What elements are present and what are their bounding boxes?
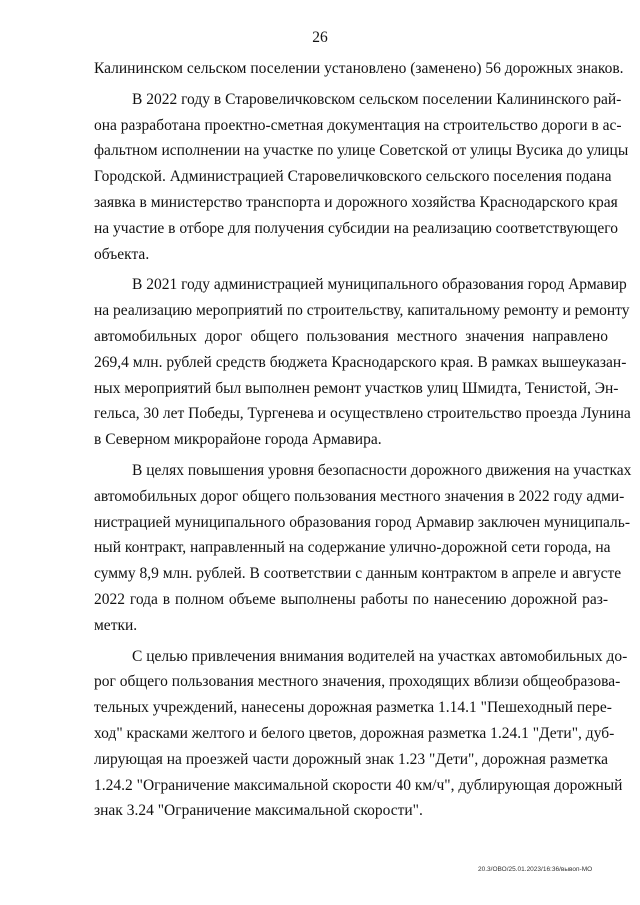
text-line: С целью привлечения внимания водителей на участках автомобильных до- [132, 647, 628, 665]
text-line: ный контракт, направленный на содержание улично-дорожной сети города, на [94, 539, 611, 557]
text-line: метки. [94, 616, 138, 634]
text-line: лирующая на проезжей части дорожный знак 1.23 "Дети", дорожная разметка [94, 750, 608, 768]
document-footer-code: 20.3/ОВО/25.01.2023/16:36/вывоп-МО [478, 866, 593, 873]
text-line: сумму 8,9 млн. рублей. В соответствии с данным контрактом в апреле и августе [94, 565, 622, 583]
text-line: В 2022 году в Старовеличковском сельском поселении Калининского рай- [132, 90, 622, 108]
text-line: 1.24.2 "Ограничение максимальной скорости 40 км/ч", дублирующая дорожный [94, 776, 623, 794]
text-line: тельных учреждений, нанесены дорожная разметка 1.14.1 "Пешеходный пере- [94, 699, 612, 717]
text-line: знак 3.24 "Ограничение максимальной скорости". [94, 802, 423, 820]
text-line: фальтном исполнении на участке по улице Советской от улицы Вусика до улицы [94, 142, 629, 160]
document-body [94, 56, 632, 824]
text-line: на участие в отборе для получения субсидии на реализацию соответствующего [94, 219, 618, 237]
text-line: В 2021 году администрацией муниципального образования город Армавир [132, 276, 627, 294]
text-line: ход" красками желтого и белого цветов, дорожная разметка 1.24.1 "Дети", дуб- [94, 724, 615, 742]
text-line: автомобильных дорог общего пользования местного значения направлено [94, 327, 608, 345]
text-line: рог общего пользования местного значения, проходящих вблизи общеобразова- [94, 673, 621, 691]
page-number: 26 [312, 29, 328, 46]
text-line: гельса, 30 лет Победы, Тургенева и осуществлено строительство проезда Лунина [94, 405, 631, 423]
text-line: В целях повышения уровня безопасности дорожного движения на участках [132, 461, 632, 479]
text-line: автомобильных дорог общего пользования местного значения в 2022 году адми- [94, 487, 625, 505]
text-line: ных мероприятий был выполнен ремонт участков улиц Шмидта, Тенистой, Эн- [94, 379, 619, 397]
text-line: заявка в министерство транспорта и дорожного хозяйства Краснодарского края [94, 193, 618, 211]
text-line: в Северном микрорайоне города Армавира. [94, 431, 382, 449]
text-line: Городской. Администрацией Старовеличковского сельского поселения подана [94, 168, 612, 186]
text-line: на реализацию мероприятий по строительству, капитальному ремонту и ремонту [94, 302, 630, 320]
text-line: 269,4 млн. рублей средств бюджета Краснодарского края. В рамках вышеуказан- [94, 353, 627, 371]
text-line: 2022 года в полном объеме выполнены работы по нанесению дорожной раз- [94, 590, 608, 608]
text-line: Калининском сельском поселении установлено (заменено) 56 дорожных знаков. [94, 60, 624, 77]
text-line: объекта. [94, 245, 150, 263]
text-line: нистрацией муниципального образования город Армавир заключен муниципаль- [94, 513, 631, 531]
text-line: она разработана проектно-сметная документация на строительство дороги в ас- [94, 116, 622, 134]
